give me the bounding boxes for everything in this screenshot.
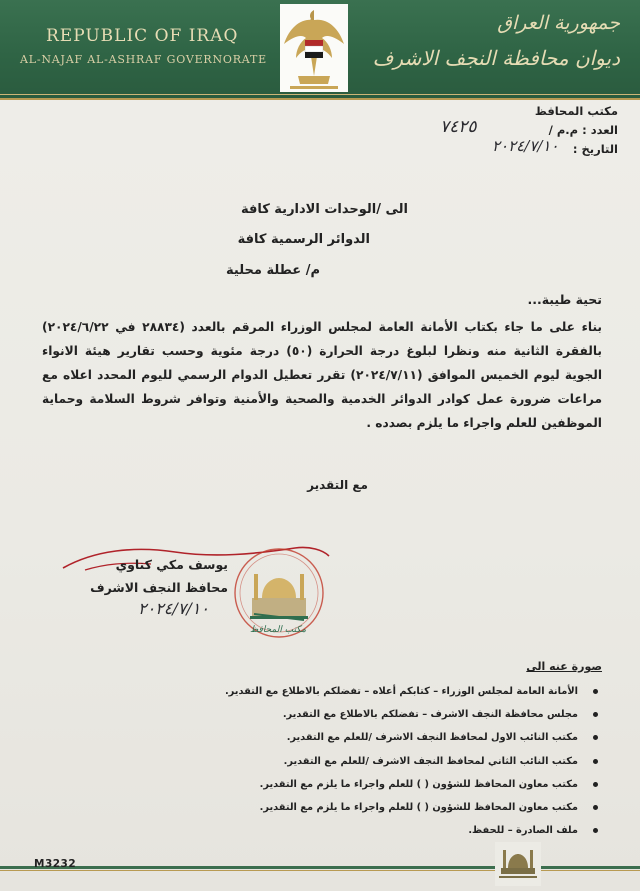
date-label: التاريخ : — [572, 142, 618, 156]
closing: مع التقدير — [307, 478, 368, 492]
list-item: مكتب معاون المحافظ للشؤون ( ) للعلم واجراء ما يلزم مع التقدير. — [158, 773, 578, 796]
list-item: مكتب النائب الثاني لمحافظ النجف الاشرف /للعلم مع التقدير. — [158, 750, 578, 773]
bullet-icon — [593, 712, 598, 717]
reference-number-value: ٧٤٢٥ — [440, 117, 477, 137]
office-label: مكتب المحافظ — [534, 104, 618, 118]
copies-list — [158, 680, 578, 842]
list-item: مكتب معاون المحافظ للشؤون ( ) للعلم واجراء ما يلزم مع التقدير. — [158, 796, 578, 819]
signatory-name: يوسف مكي كناوي — [115, 557, 228, 572]
subject-line: م/ عطلة محلية — [226, 263, 320, 278]
document-code: M3232 — [34, 858, 77, 870]
reference-number-label: العدد : م.م / — [548, 123, 618, 137]
bullet-icon — [593, 828, 598, 833]
header-gold-border — [0, 98, 640, 100]
bullet-icon — [593, 759, 598, 764]
list-item: ملف الصادرة – للحفظ. — [158, 819, 578, 842]
footer-green-line — [0, 866, 640, 869]
stamp-text: مكتب المحافظ — [250, 625, 307, 635]
english-title: REPUBLIC OF IRAQ — [46, 26, 239, 46]
letterhead — [0, 0, 640, 100]
signature-date: ٢٠٢٤/٧/١٠ — [138, 599, 209, 618]
recipient-line-2: الدوائر الرسمية كافة — [237, 232, 370, 247]
bullet-icon — [593, 735, 598, 740]
english-subtitle: AL-NAJAF AL-ASHRAF GOVERNORATE — [20, 53, 267, 66]
copies-title: صورة عنه الى — [526, 660, 602, 673]
recipient-line-1: الى /الوحدات الادارية كافة — [240, 202, 408, 217]
footer-gold-line — [0, 870, 640, 871]
bullet-icon — [593, 689, 598, 694]
bullet-icon — [593, 805, 598, 810]
header-gold-line — [0, 94, 640, 95]
arabic-subtitle: ديوان محافظة النجف الاشرف — [372, 46, 620, 70]
arabic-title: جمهورية العراق — [497, 12, 620, 34]
shrine-logo-icon — [495, 842, 541, 886]
signatory-title: محافظ النجف الاشرف — [90, 580, 228, 595]
eagle-emblem-icon — [280, 4, 348, 92]
bullet-icon — [593, 782, 598, 787]
list-item: مكتب النائب الاول لمحافظ النجف الاشرف /للعلم مع التقدير. — [158, 726, 578, 749]
list-item: الأمانة العامة لمجلس الوزراء – كتابكم أعلاه – تفضلكم بالاطلاع مع التقدير. — [158, 680, 578, 703]
list-item: مجلس محافظة النجف الاشرف – تفضلكم بالاطلاع مع التقدير. — [158, 703, 578, 726]
greeting: تحية طيبة... — [527, 292, 602, 307]
letter-body: بناء على ما جاء بكتاب الأمانة العامة لمجلس الوزراء المرقم بالعدد (٢٨٨٣٤ في ٢٠٢٤/٦/٢٢) بالفقرة الثانية منه ونظرا لبلوغ درجة الحرارة (٥٠) درجة مئوية وحسب تقارير هيئة الانواء الجوية ليوم الخميس الموافق (٢٠٢٤/٧/١١) تقرر تعطيل الدوام الرسمي لليوم المحدد اعلاه مع مراعات ضرورة عمل كوادر الدوائر الخدمية والصحية والأمنية وتوافر شروط السلامة وحماية الموظفين للعلم واجراء ما يلزم بصدده . — [42, 320, 602, 430]
date-value: ٢٠٢٤/٧/١٠ — [492, 137, 559, 155]
